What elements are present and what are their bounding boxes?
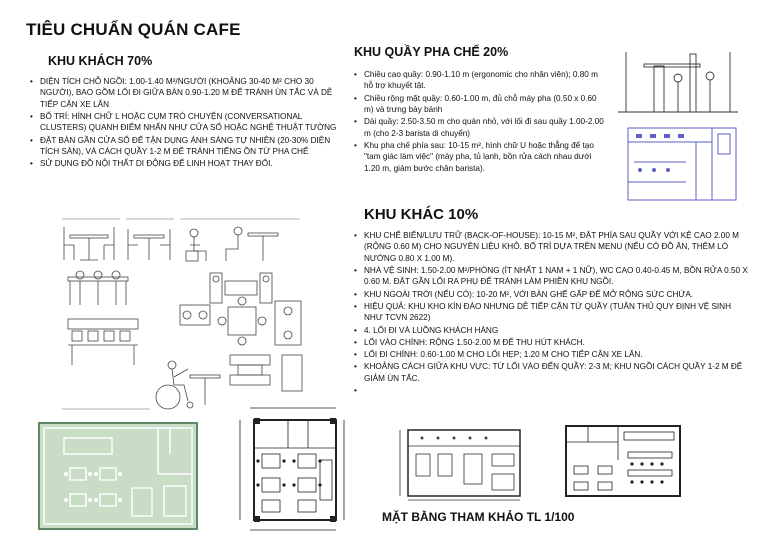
list-item: • 4. LỐI ĐI VÀ LUỒNG KHÁCH HÀNG xyxy=(354,325,752,336)
list-item: • LỐI ĐI CHÍNH: 0.60-1.00 M CHO LỐI HẸP; 1.20 M CHO TIẾP CẬN XE LĂN. xyxy=(354,349,752,360)
dimensioned-floor-plan xyxy=(236,404,348,536)
list-item: • KHU NGOÀI TRỜI (NẾU CÓ): 10-20 M², VỚI BÀN GHẾ GẤP ĐỂ MỞ RỘNG SỨC CHỨA. xyxy=(354,289,752,300)
reference-plan-2 xyxy=(558,420,688,502)
list-item: • KHOẢNG CÁCH GIỮA KHU VỰC: TỪ LỐI VÀO ĐẾN QUẦY: 2-3 M; KHU NGỒI CÁCH QUẦY 1-2 M ĐỂ GIẢM ÙN TẮC. xyxy=(354,361,752,384)
page-title: TIÊU CHUẨN QUÁN CAFE xyxy=(26,20,241,39)
bar-counter-elevation xyxy=(618,48,738,114)
list-item: • Dài quầy: 2.50-3.50 m cho quán nhỏ, với lối đi sau quầy 1.00-2.00 m (cho 2-3 barista di chuyển) xyxy=(354,116,608,139)
colored-floor-plan xyxy=(38,422,198,530)
plans-caption: MẶT BẰNG THAM KHẢO TL 1/100 xyxy=(382,510,575,524)
list-item: • SỬ DỤNG ĐỒ NỘI THẤT DI ĐỘNG ĐỂ LINH HOẠT THAY ĐỔI. xyxy=(30,158,338,169)
list-item: • NHÀ VỆ SINH: 1.50-2.00 M²/PHÒNG (ÍT NHẤT 1 NAM + 1 NỮ), WC CAO 0.40-0.45 M, BỒN RỬA 0.50 X 0.60 M. ĐẶT GẦN LỐI RA PHỤ ĐỂ TRÁNH LÀM PHIỀN KHU NGỒI. xyxy=(354,265,752,288)
other-area-list xyxy=(354,230,752,385)
list-item: • BỐ TRÍ: HÌNH CHỮ L HOẶC CỤM TRÒ CHUYỆN (CONVERSATIONAL CLUSTERS) QUANH ĐIỂM NHẤN NHƯ CỬA SỔ HOẶC NGHỆ THUẬT TƯỜNG xyxy=(30,111,338,134)
list-item: • HIỆU QUẢ: KHU KHO KÍN ĐÁO NHƯNG DỄ TIẾP CẬN TỪ QUẦY (TUÂN THỦ QUY ĐỊNH VỆ SINH NHƯ TCVN 2622) xyxy=(354,301,752,324)
bar-area-list xyxy=(354,69,608,175)
customer-area-list xyxy=(30,76,338,171)
furniture-dimension-drawings xyxy=(60,215,332,413)
list-item: • ĐẶT BÀN GẦN CỬA SỔ ĐỂ TẬN DỤNG ÁNH SÁNG TỰ NHIÊN (20-30% DIỆN TÍCH SÀN), VÀ CÁCH QUẦY 1-2 M ĐỂ TRÁNH TIẾNG ỒN TỪ PHA CHẾ xyxy=(30,135,338,158)
list-item: • Chiều cao quầy: 0.90-1.10 m (ergonomic cho nhân viên); 0.80 m hỗ trợ khuyết tật. xyxy=(354,69,608,92)
list-item: • KHU CHẾ BIẾN/LƯU TRỮ (BACK-OF-HOUSE): 10-15 M², ĐẶT PHÍA SAU QUẦY VỚI KỆ CAO 2.00 M (RỘNG 0.60 M) CHO NGUYÊN LIỆU KHÔ. BỐ TRÍ DỰA TRÊN MENU (NẾU CÓ ĐỒ ĂN, THÊM LÒ NƯỚNG 0.80 X 1.00 M). xyxy=(354,230,752,264)
reference-plan-1 xyxy=(398,424,532,502)
bar-area-heading: KHU QUẦY PHA CHẾ 20% xyxy=(354,45,509,59)
list-item: • Chiều rộng mặt quầy: 0.60-1.00 m, đủ chỗ máy pha (0.50 x 0.60 m) và trưng bày bánh xyxy=(354,93,608,116)
list-item: • DIỆN TÍCH CHỖ NGỒI: 1.00-1.40 M²/NGƯỜI (KHOẢNG 30-40 M² CHO 30 NGƯỜI), BAO GỒM LỐI ĐI GIỮA BÀN 0.90-1.20 M ĐỂ TRÁNH ÙN TẮC VÀ DỄ TIẾP CẬN XE LĂN xyxy=(30,76,338,110)
list-item: • Khu pha chế phía sau: 10-15 m², hình chữ U hoặc thẳng để tạo "tam giác làm việc" (máy pha, tủ lạnh, bồn rửa cách nhau dưới 1.20 m, giảm bước chân barista). xyxy=(354,140,608,174)
list-item: • LỐI VÀO CHÍNH: RỘNG 1.50-2.00 M ĐỂ THU HÚT KHÁCH. xyxy=(354,337,752,348)
customer-area-heading: KHU KHÁCH 70% xyxy=(48,54,153,68)
bar-layout-plan xyxy=(626,126,738,202)
other-area-heading: KHU KHÁC 10% xyxy=(364,206,479,223)
